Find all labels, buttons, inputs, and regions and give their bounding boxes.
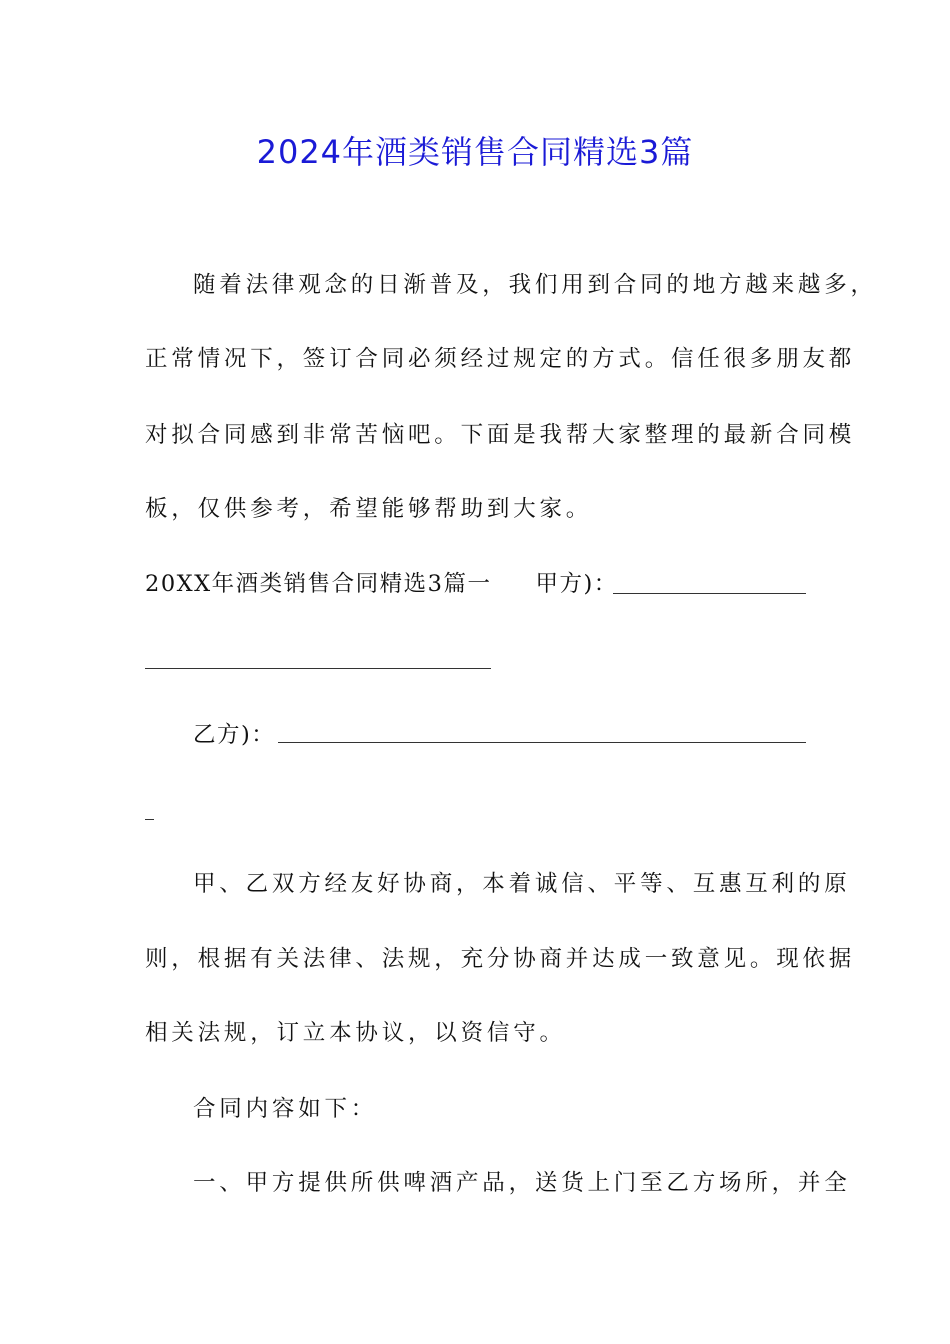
document-title: 2024年酒类销售合同精选3篇 (256, 133, 694, 171)
clause-1: 一、甲方提供所供啤酒产品，送货上门至乙方场所，并全 (193, 1170, 851, 1196)
party-b-blank (278, 718, 806, 743)
party-b-label: 乙方)： (193, 722, 276, 748)
intro-line-3: 对拟合同感到非常苦恼吧。下面是我帮大家整理的最新合同模 (145, 422, 856, 448)
party-a-blank-continued (145, 644, 491, 669)
party-a-blank (613, 569, 806, 594)
intro-line-4: 板，仅供参考，希望能够帮助到大家。 (145, 496, 593, 522)
party-b-blank-continued (145, 795, 154, 820)
principle-line-3: 相关法规，订立本协议，以资信守。 (145, 1020, 566, 1046)
content-intro: 合同内容如下： (193, 1096, 378, 1122)
principle-line-1: 甲、乙双方经友好协商，本着诚信、平等、互惠互利的原 (193, 871, 851, 897)
intro-line-2: 正常情况下，签订合同必须经过规定的方式。信任很多朋友都 (145, 346, 856, 372)
intro-line-1: 随着法律观念的日渐普及，我们用到合同的地方越来越多， (193, 272, 877, 298)
principle-line-2: 则，根据有关法律、法规，充分协商并达成一致意见。现依据 (145, 946, 856, 972)
party-a-label: 甲方)： (535, 571, 618, 597)
section-heading: 20XX年酒类销售合同精选3篇一 (145, 571, 492, 597)
